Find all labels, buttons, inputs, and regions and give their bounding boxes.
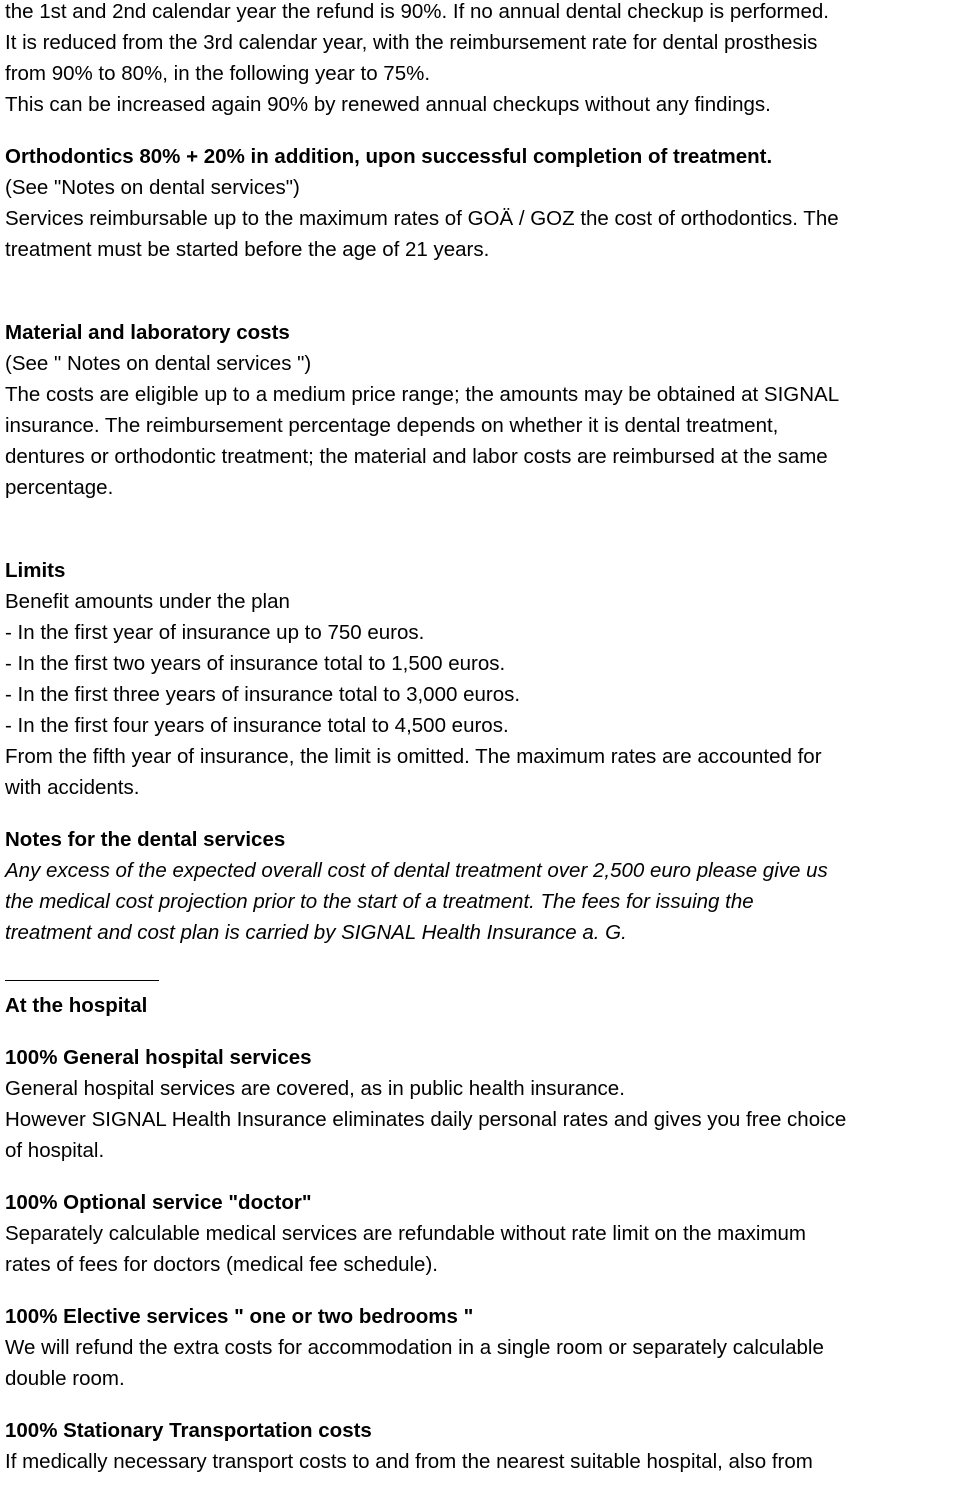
spacer [5,265,955,317]
paragraph-line: General hospital services are covered, as in public health insurance. [5,1077,625,1100]
chapter-heading: At the hospital [5,994,148,1017]
spacer [5,503,955,555]
notes-section [5,824,955,948]
paragraph-line: Services reimbursable up to the maximum rates of GOÄ / GOZ the cost of orthodontics. The [5,207,839,230]
hospital-section [5,990,955,1021]
paragraph-line: insurance. The reimbursement percentage depends on whether it is dental treatment, [5,414,779,437]
general-hospital-section [5,1042,955,1166]
spacer [5,120,955,141]
paragraph-line: double room. [5,1367,125,1390]
list-item: - In the first four years of insurance total to 4,500 euros. [5,714,509,737]
paragraph-line: Benefit amounts under the plan [5,590,290,613]
paragraph-line: From the fifth year of insurance, the limit is omitted. The maximum rates are accounted for [5,745,822,768]
intro-line: It is reduced from the 3rd calendar year, with the reimbursement rate for dental prosthesis [5,31,818,54]
paragraph-line: The costs are eligible up to a medium price range; the amounts may be obtained at SIGNAL [5,383,840,406]
spacer [5,803,955,824]
section-heading: Notes for the dental services [5,828,286,851]
section-heading: 100% Elective services " one or two bedrooms " [5,1305,474,1328]
paragraph-line: If medically necessary transport costs to and from the nearest suitable hospital, also from [5,1450,813,1473]
spacer [5,1166,955,1187]
doctor-section [5,1187,955,1280]
intro-section [5,0,955,120]
paragraph-line: Separately calculable medical services are refundable without rate limit on the maximum [5,1222,807,1245]
note-line: treatment and cost plan is carried by SIGNAL Health Insurance a. G. [5,921,627,944]
section-heading: Material and laboratory costs [5,321,290,344]
paragraph-line: with accidents. [5,776,140,799]
orthodontics-section [5,141,955,265]
paragraph-line: We will refund the extra costs for accommodation in a single room or separately calculable [5,1336,824,1359]
paragraph-line: rates of fees for doctors (medical fee schedule). [5,1253,438,1276]
section-heading: 100% Stationary Transportation costs [5,1419,372,1442]
paragraph-line: (See "Notes on dental services") [5,176,300,199]
intro-line: the 1st and 2nd calendar year the refund is 90%. If no annual dental checkup is performed. [5,0,829,23]
document-page [5,0,955,1477]
material-section [5,317,955,503]
section-heading: 100% General hospital services [5,1046,312,1069]
paragraph-line: (See " Notes on dental services ") [5,352,312,375]
paragraph-line: dentures or orthodontic treatment; the material and labor costs are reimbursed at the same [5,445,828,468]
section-heading: 100% Optional service "doctor" [5,1191,312,1214]
paragraph-line: percentage. [5,476,114,499]
spacer [5,1280,955,1301]
transport-section [5,1415,955,1477]
spacer [5,1021,955,1042]
paragraph-line: However SIGNAL Health Insurance eliminates daily personal rates and gives you free choice [5,1108,847,1131]
note-line: the medical cost projection prior to the start of a treatment. The fees for issuing the [5,890,754,913]
list-item: - In the first year of insurance up to 750 euros. [5,621,425,644]
list-item: - In the first two years of insurance total to 1,500 euros. [5,652,506,675]
section-divider [5,980,159,981]
bedrooms-section [5,1301,955,1394]
paragraph-line: of hospital. [5,1139,105,1162]
note-line: Any excess of the expected overall cost of dental treatment over 2,500 euro please give us [5,859,828,882]
intro-line: from 90% to 80%, in the following year to 75%. [5,62,431,85]
section-heading: Limits [5,559,66,582]
paragraph-line: treatment must be started before the age of 21 years. [5,238,490,261]
intro-line: This can be increased again 90% by renewed annual checkups without any findings. [5,93,771,116]
section-heading: Orthodontics 80% + 20% in addition, upon successful completion of treatment. [5,145,773,168]
limits-section [5,555,955,803]
list-item: - In the first three years of insurance total to 3,000 euros. [5,683,521,706]
spacer [5,1394,955,1415]
